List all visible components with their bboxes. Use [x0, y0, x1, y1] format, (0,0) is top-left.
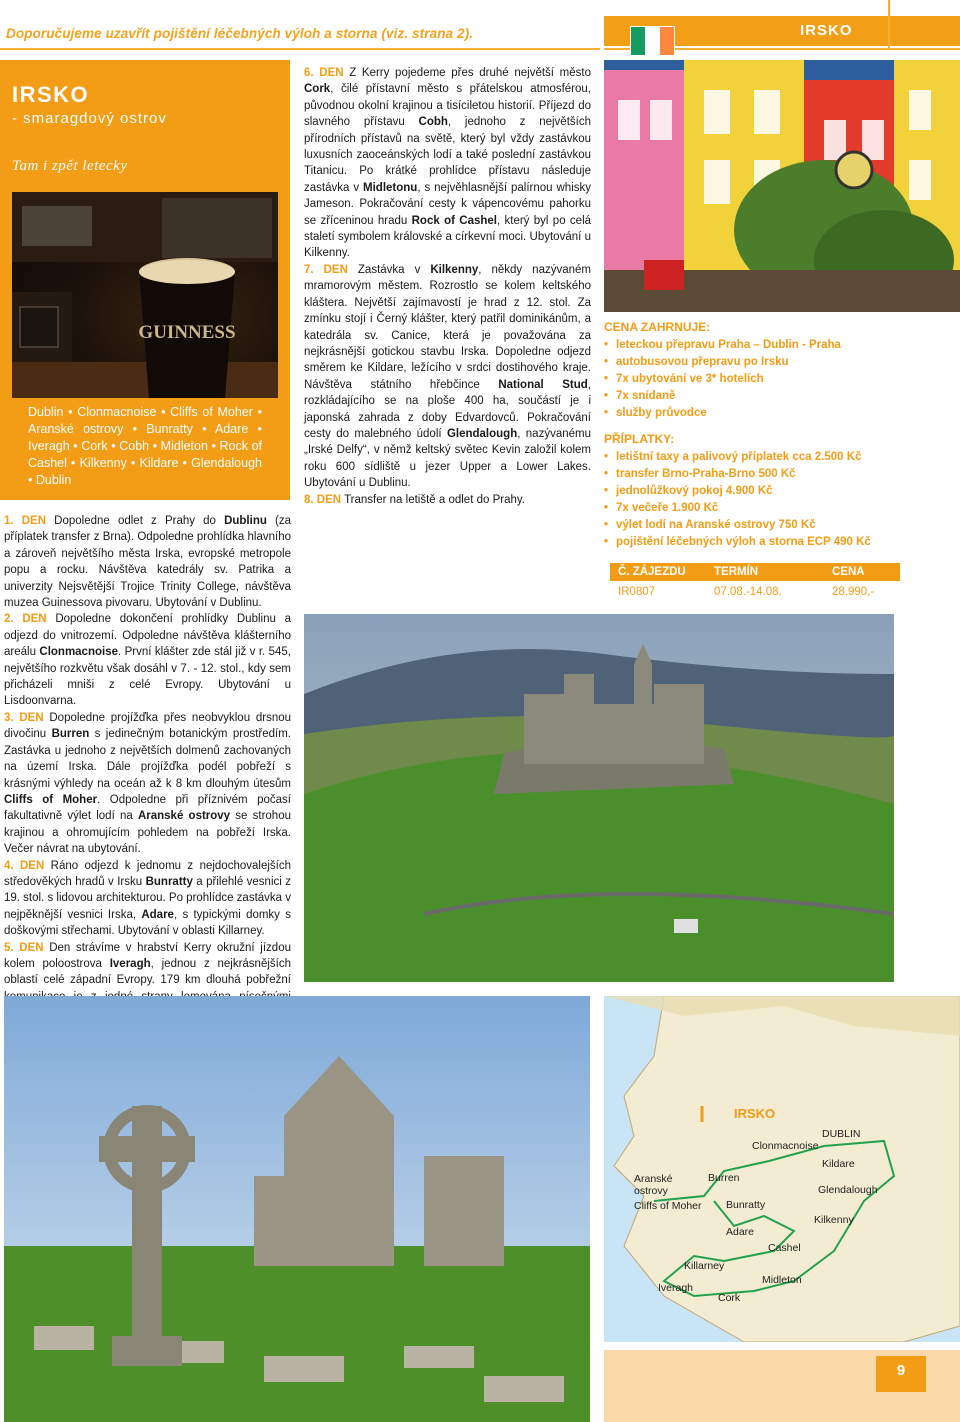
flag-green-stripe	[631, 27, 645, 55]
tour-price: 28.990,-	[832, 586, 875, 598]
day-4-text: Ráno odjezd k jednomu z nejdochovalejších středověkých hradů v Irsku	[4, 859, 291, 888]
route-summary: Dublin • Clonmacnoise • Cliffs of Moher • Aranské ostrovy • Bunratty • Adare • Iveragh • Cork • Cobh • Midleton • Rock of Cashel • Kilkenny • Kildare • Glendalough • Dublin	[28, 405, 262, 487]
day-4-text-cont: a přilehlé vesnici z 19. stol. s lidovou architekturou. Po prohlídce zastávka v nejpěknější vesnici Irska,	[4, 875, 292, 921]
extras-item: • pojištění léčebných výloh a storna ECP 490 Kč	[604, 534, 900, 551]
extras-item: • výlet lodí na Aranské ostrovy 750 Kč	[604, 517, 900, 534]
day-7	[304, 262, 591, 492]
day-8	[304, 492, 591, 508]
map-label-killarney: Killarney	[684, 1260, 725, 1272]
price-info	[604, 320, 900, 561]
includes-title: CENA ZAHRNUJE:	[604, 320, 711, 334]
day-8-text: Transfer na letiště a odlet do Prahy.	[341, 493, 525, 506]
day-3-text-cont-3: se strohou krajinou a ohromujícím pohledem na pobřeží Irska. Večer návrat na ubytování.	[4, 810, 291, 856]
day-1-text: Dopoledne odlet z Prahy do	[46, 515, 225, 527]
flag-white-stripe	[645, 27, 659, 55]
day-1-highlight: Dublinu	[224, 515, 267, 527]
day-6-text-cont-3: , s nejvěhlasnější palírnou whisky Jameson. Pokračování cesty k vápencovému pahorku se zříceninou hradu	[304, 181, 591, 227]
day-7-text-cont-2: , rozkládajícího se na ploše 400 ha, součástí je i japonská zahrada z doby Edvardovců. Pokračování cesty do malebného údolí	[304, 378, 591, 440]
clonmacnoise-illustration	[4, 996, 590, 1422]
includes-list	[604, 337, 900, 422]
day-6-text-cont-4: , který byl po celá staletí symbolem královské a církevní moci. Ubytování u Kilkenny.	[304, 214, 592, 260]
clonmacnoise-cross-photo	[4, 996, 590, 1422]
includes-item: • autobusovou přepravu po Irsku	[604, 354, 900, 371]
transport-label: Tam i zpět letecky	[12, 158, 128, 174]
itinerary-column-2	[304, 65, 591, 508]
itinerary-column-1	[4, 513, 291, 1071]
flag-orange-stripe	[660, 27, 674, 55]
day-2-text-cont: . První klášter zde stál již v r. 545, největšího rozkvětu však dosáhl v 7. - 12. stol., kdy sem přicházeli mniši z celé Evropy. Ubytování u Lisdoonvarna.	[4, 646, 291, 708]
col-term: TERMÍN	[714, 566, 759, 578]
rock-of-cashel-photo	[304, 614, 894, 982]
guinness-pint-photo	[12, 192, 278, 398]
day-5-text: Den strávíme v hrabství Kerry okružní jízdou kolem poloostrova	[4, 941, 291, 970]
header-divider	[888, 0, 890, 48]
col-price: CENA	[832, 566, 865, 578]
tour-table-header	[610, 563, 900, 581]
col-tour-number: Č. ZÁJEZDU	[618, 566, 686, 578]
day-2	[4, 611, 291, 709]
map-label-kildare: Kildare	[822, 1158, 855, 1170]
day-2-highlight: Clonmacnoise	[39, 646, 118, 659]
map-label-cliffs: Cliffs of Moher	[634, 1200, 702, 1212]
day-4-highlight: Bunratty	[145, 875, 193, 888]
page-number: 9	[896, 1362, 906, 1379]
ireland-route-map	[604, 996, 960, 1342]
irish-flag-icon	[630, 26, 675, 56]
day-6-text-cont-2: , jednoho z největších přírodních přístavů na světě, který byl vždy zastávkou luxusních zaoceánských lodí a také poslední zastávkou Titanicu. Po krátké prohlídce přístavu následuje zastávka v	[304, 116, 591, 194]
day-2-text: Dopoledne dokončení prohlídky Dublinu a odjezd do vnitrozemí. Odpoledne návštěva klášterního areálu	[4, 613, 291, 659]
day-6-highlight-4: Rock of Cashel	[411, 214, 497, 227]
day-3-highlight: Burren	[51, 728, 90, 741]
day-3-highlight-2: Cliffs of Moher	[4, 793, 98, 806]
day-6-highlight-2: Cobh	[418, 116, 448, 129]
day-8-number: 8. DEN	[304, 493, 342, 506]
map-label-adare: Adare	[726, 1226, 755, 1238]
day-4-text-cont-2: , s typickými domky s doškovými střechami. Ubytování v oblasti Killarney.	[4, 908, 291, 938]
destination-title: IRSKO	[12, 82, 90, 107]
map-label-burren: Burren	[708, 1172, 740, 1184]
map-country-label: IRSKO	[734, 1106, 776, 1121]
day-3-text-cont: s jedinečným botanickým prostředím. Zastávka u jednoho z největších dolmenů zachovaných na území Irska. Dále projížďka podél pobřeží s krásnými výhledy na oceán až k 8 km dlouhým útesům	[4, 728, 291, 790]
day-4-number: 4. DEN	[4, 859, 45, 872]
day-3	[4, 710, 291, 858]
header-rule	[0, 48, 600, 50]
day-1-number: 1. DEN	[4, 515, 47, 527]
day-5-highlight: Iveragh	[109, 957, 151, 970]
day-3-text: Dopoledne projížďka přes neobvyklou drsnou divočinu	[4, 711, 292, 741]
extras-item: • 7x večeře 1.900 Kč	[604, 500, 900, 517]
day-7-text-cont: , někdy nazývaném mramorovým městem. Rozrostlo se kolem keltského kláštera. Největší zajímavostí je hrad z 12. stol. Za zmínku stojí i Černý klášter, který patřil dominikánům, a katedrála sv. Canice, která je považována za nejkrásnější gotickou stavbu Irska. Dopoledne odjezd směrem ke Kildare, ležícího v srdci dostihového kraje. Návštěva státního hřebčince	[304, 263, 591, 391]
map-label-bunratty: Bunratty	[726, 1199, 766, 1211]
day-7-highlight: Kilkenny	[430, 263, 479, 276]
map-label-cork: Cork	[718, 1292, 741, 1304]
day-3-number: 3. DEN	[4, 711, 44, 724]
country-label: IRSKO	[800, 22, 853, 39]
tour-number: IR0807	[618, 586, 656, 598]
includes-item: • služby průvodce	[604, 405, 900, 422]
map-label-glendalough: Glendalough	[818, 1184, 878, 1196]
day-7-highlight-2: National Stud	[498, 378, 588, 391]
extras-item: • letištní taxy a palivový příplatek cca 2.500 Kč	[604, 449, 900, 466]
day-7-number: 7. DEN	[304, 263, 348, 276]
includes-item: • 7x snídaně	[604, 388, 900, 405]
day-5-number: 5. DEN	[4, 941, 44, 954]
day-1-text-cont: (za příplatek transfer z Brna). Odpoledne prohlídka hlavního a zároveň největšího města Irska, evropské metropole popu a rocku. Návštěva katedrály sv. Patrika a univerzity Nejsvětější Trojice Trinity College, návštěva muzea Guinessova pivovaru. Ubytování v Dublinu.	[4, 515, 291, 610]
tour-term: 07.08.-14.08.	[714, 586, 782, 598]
day-6-number: 6. DEN	[304, 67, 344, 79]
day-3-text-cont-2: . Odpoledne při příznivém počasí fakultativně výlet lodí na	[4, 793, 291, 823]
tour-table-row	[610, 584, 900, 600]
map-label-aranske: Aranské ostrovy	[634, 1173, 673, 1197]
map-label-clonmacnoise: Clonmacnoise	[752, 1140, 819, 1152]
map-label-kilkenny: Kilkenny	[814, 1214, 854, 1226]
map-label-iveragh: Iveragh	[658, 1282, 694, 1294]
header-tab-right	[894, 16, 960, 46]
extras-title: PŘÍPLATKY:	[604, 432, 675, 446]
day-4-highlight-2: Adare	[141, 908, 174, 921]
rock-of-cashel-illustration	[304, 614, 894, 982]
includes-item: • 7x ubytování ve 3* hotelích	[604, 371, 900, 388]
map-label-dublin: DUBLIN	[822, 1128, 861, 1140]
day-4	[4, 858, 291, 940]
cork-street-illustration	[604, 60, 960, 312]
day-7-highlight-3: Glendalough	[446, 427, 518, 440]
day-6-highlight: Cork	[304, 83, 331, 96]
day-6-highlight-3: Midletonu	[363, 181, 418, 194]
day-7-text-cont-3: , nazývanému „Irské Delfy“, v němž keltský světec Kevin založil kolem roku 600 sídliště u jezer Upper a Lower Lakes. Ubytování u Dublinu.	[304, 427, 591, 490]
day-6	[304, 65, 591, 262]
extras-list	[604, 449, 900, 551]
day-6-text: Z Kerry pojedeme přes druhé největší město	[343, 67, 591, 79]
day-6-text-cont: , čilé přístavní město s přátelskou atmosférou, původnou okolní krajinou a tisíciletou historií. Příjezd do slavného přístavu	[304, 83, 591, 129]
day-2-number: 2. DEN	[4, 613, 47, 626]
guinness-logo: GUINNESS	[138, 322, 236, 343]
extras-item: • transfer Brno-Praha-Brno 500 Kč	[604, 466, 900, 483]
day-7-text: Zastávka v	[347, 263, 431, 276]
day-5-text-cont: , jednou z nejkrásnějších oblastí celé západní Evropy. 179 km dlouhá pobřežní	[4, 957, 291, 987]
day-1	[4, 513, 291, 611]
insurance-notice: Doporučujeme uzavřít pojištění léčebných výloh a storna (viz. strana 2).	[6, 26, 474, 41]
includes-item: • leteckou přepravu Praha – Dublin - Praha	[604, 337, 900, 354]
destination-subtitle: - smaragdový ostrov	[12, 110, 167, 127]
cork-street-photo	[604, 60, 960, 312]
extras-item: • jednolůžkový pokoj 4.900 Kč	[604, 483, 900, 500]
map-label-cashel: Cashel	[768, 1242, 801, 1254]
map-label-midleton: Midleton	[762, 1274, 802, 1286]
day-3-highlight-3: Aranské ostrovy	[137, 810, 231, 823]
guinness-pint-illustration	[12, 192, 278, 398]
